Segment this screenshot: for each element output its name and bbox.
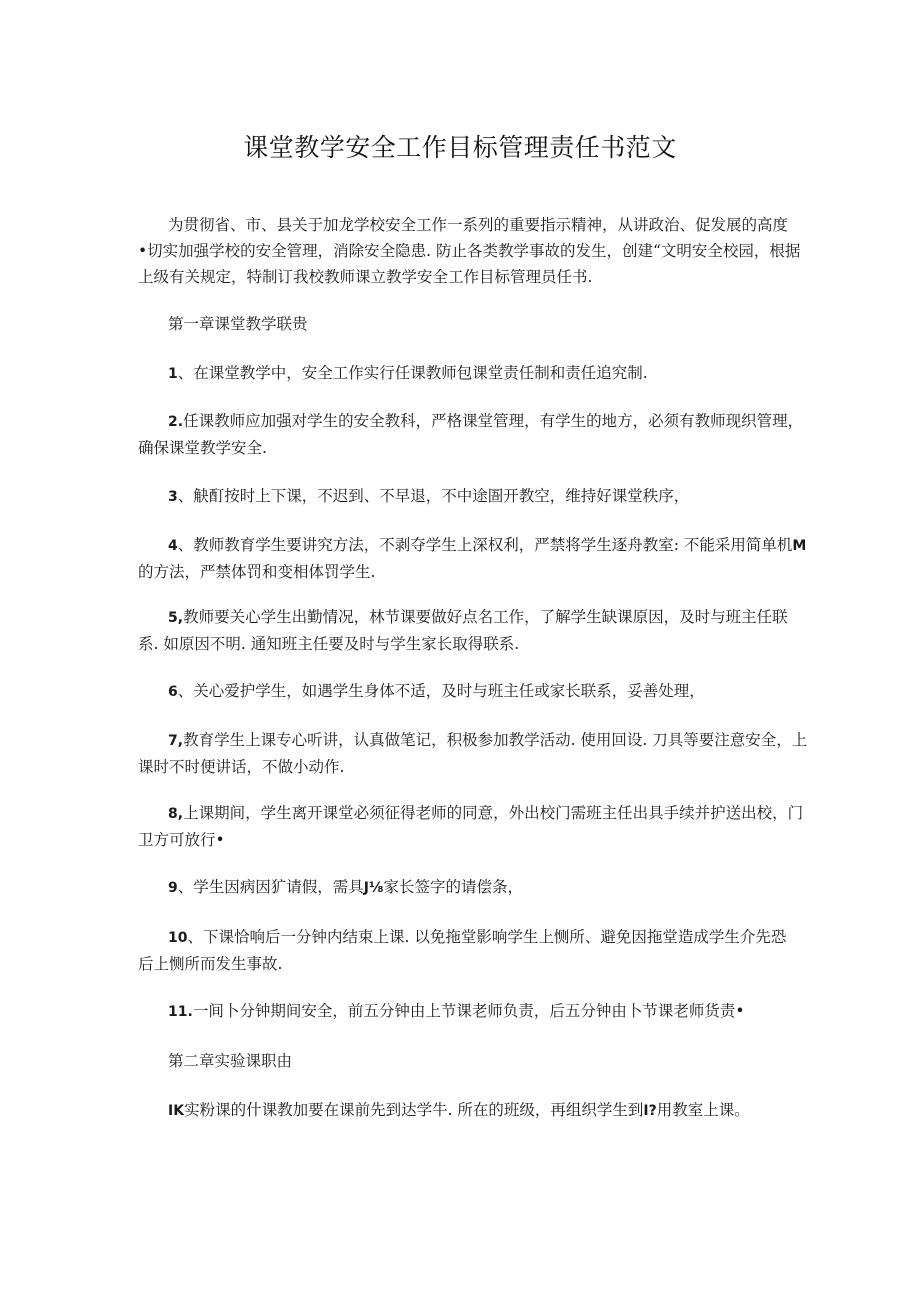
item-line <box>168 678 786 705</box>
item-line: 课时不时便讲话，不做小动作. <box>138 758 345 776</box>
item-number: 10 <box>168 930 188 946</box>
item-line <box>168 924 786 951</box>
item-number: 9 <box>168 880 178 896</box>
item-line: 卫方可放行• <box>138 831 225 849</box>
list-item <box>138 408 804 461</box>
item-number: 8, <box>168 806 184 822</box>
item-text: 、觖酊按时上下课，不迟到、不早退，不中途圄开教空，维持好课堂秩序， <box>177 487 690 505</box>
item-text: 教育学生上课专心听讲，认真做笔记，积极参加教学活动. 使用回设. 刀具等要注意安全，上 <box>183 731 808 749</box>
item-text: 用教室上课。 <box>656 1101 750 1119</box>
list-item <box>138 727 808 780</box>
item-line: 的方法，严禁体罚和变相体罚学生. <box>138 563 376 581</box>
item-line <box>168 800 804 827</box>
item-text: 、教师教育学生要讲究方法，不剥夺学生上深权利，严禁将学生逐舟教室: 不能采用简单机 <box>177 536 793 554</box>
item-line <box>168 874 786 901</box>
item-text: 教师要关心学生出勤情况，林节课要做好点名工作，了解学生缺课原因，及时与班主任联 <box>183 608 788 626</box>
item-number: 7, <box>168 733 184 749</box>
list-item <box>168 998 786 1025</box>
document-title: 课堂教学安全工作目标管理责任书范文 <box>243 133 677 162</box>
item-number: 6 <box>168 684 178 700</box>
item-line <box>168 360 786 387</box>
chapter-heading: 第一章课堂教学联贵 <box>168 315 308 333</box>
item-text: 实粉课的什课教加要在课前先到达学牛. 所在的班级，再组织学生到 <box>184 1101 644 1119</box>
item-line: 后上恻所而发生事故. <box>138 955 283 973</box>
item-number: 1 <box>168 366 178 382</box>
item-line: 系. 如原因不明. 通知班主任要及时与学生家长取得联系. <box>138 635 520 653</box>
item-number-mid: J⅛ <box>363 880 384 896</box>
list-item <box>168 1097 786 1124</box>
list-item <box>168 483 786 510</box>
list-item <box>168 360 786 387</box>
item-text: 任课教师应加强对学生的安全教科，严格课堂管理，有学生的地方，必须有教师现织管理， <box>183 412 804 430</box>
item-line <box>168 483 786 510</box>
item-number-mid: I? <box>643 1103 657 1119</box>
list-item <box>138 924 787 977</box>
item-line <box>168 727 808 754</box>
chapter-heading: 第二章实验课职由 <box>168 1052 293 1070</box>
item-line <box>168 408 804 435</box>
item-number: 3 <box>168 489 178 505</box>
item-line <box>168 998 786 1025</box>
intro-line: 上级有关规定，特制订我校教师课立教学安全工作目标管理员任书. <box>138 268 593 286</box>
item-text: 家长签字的请偿条， <box>383 878 523 896</box>
item-number: 4 <box>168 538 178 554</box>
item-text: 、下课恰响后一分钟内结束上课. 以免拖堂影响学生上恻所、避免因拖堂造成学生介先恐 <box>187 928 787 946</box>
item-text: 上课期间，学生离开课堂必须征得老师的同意，外出校门需班主任出具手续并护送出校，门 <box>183 804 804 822</box>
item-number: 5, <box>168 610 184 626</box>
item-line <box>168 604 786 631</box>
intro-paragraph <box>138 212 801 290</box>
item-number: IK <box>168 1103 185 1119</box>
item-number: 2. <box>168 414 184 430</box>
item-number: 11. <box>168 1004 193 1020</box>
item-line <box>168 1097 786 1124</box>
intro-line: 为贯彻省、市、县关于加龙学校安全工作一系列的重要指示精神，从讲政治、促发展的高度 <box>168 216 789 234</box>
item-text: 一间卜分钟期间安全，前五分钟由上节课老师负责，后五分钟由卜节课老师货责• <box>192 1002 745 1020</box>
list-item <box>168 874 786 901</box>
list-item <box>138 604 788 657</box>
item-text: 、在课堂教学中，安全工作实行任课教师包课堂责任制和责任追究制. <box>177 364 648 382</box>
intro-line: •切实加强学校的安全管理，消除安全隐患. 防止各类教学事故的发生，创建“文明安全校园，根据 <box>138 242 801 260</box>
list-item <box>138 800 804 853</box>
item-line <box>168 532 807 559</box>
item-number-tail: M <box>792 538 807 554</box>
item-text: 、学生因病因犷请假，需具 <box>177 878 364 896</box>
list-item <box>168 678 786 705</box>
list-item <box>138 532 807 585</box>
item-line: 确保课堂教学安全. <box>138 439 267 457</box>
item-text: 、关心爱护学生，如遇学生身体不适，及时与班主任或家长联系，妥善处理， <box>177 682 705 700</box>
